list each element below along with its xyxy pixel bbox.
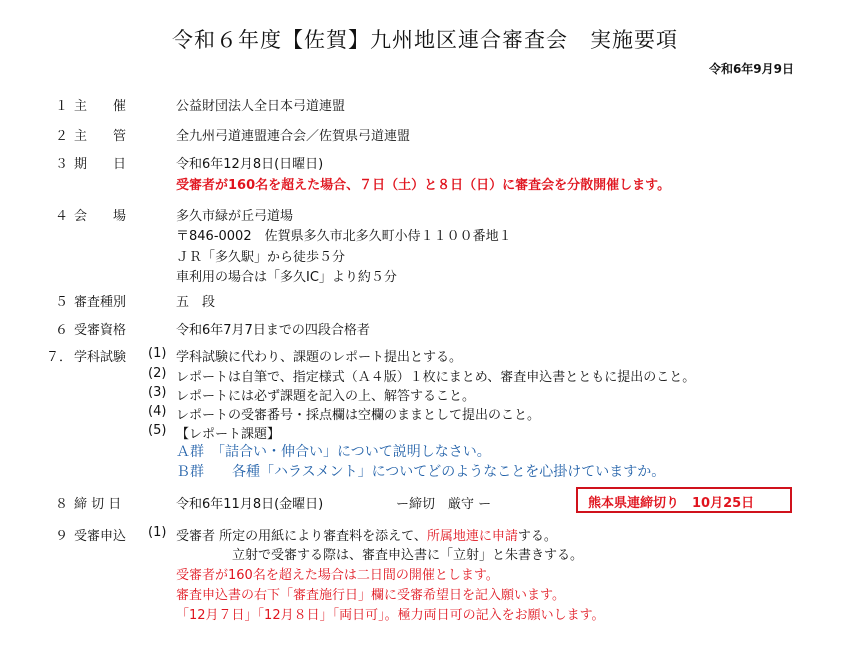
item-8-text: 令和6年11月8日(金曜日) bbox=[176, 497, 324, 512]
application-line-1 bbox=[176, 525, 557, 544]
item-3-text: 令和6年12月8日(日曜日) bbox=[176, 157, 324, 172]
subitem-text: レポートの受審番号・採点欄は空欄のままとして提出のこと。 bbox=[176, 408, 541, 423]
application-highlight: 所属地連に申請 bbox=[426, 529, 518, 544]
item-8-number: ８ bbox=[55, 497, 69, 512]
item-9-label: 受審申込 bbox=[74, 529, 127, 544]
item-1-label: 主 催 bbox=[74, 99, 127, 114]
item-3-note: 受審者が160名を超えた場合、７日（土）と８日（日）に審査会を分散開催します。 bbox=[176, 178, 671, 193]
subitem-number: (1) bbox=[148, 525, 167, 540]
item-6-label: 受審資格 bbox=[74, 323, 127, 338]
application-note-2: 審査申込書の右下「審査施行日」欄に受審希望日を記入願います。 bbox=[176, 588, 565, 603]
subitem-text: 学科試験に代わり、課題のレポート提出とする。 bbox=[176, 350, 463, 365]
item-5-number: ５ bbox=[55, 295, 69, 310]
venue-name: 多久市緑が丘弓道場 bbox=[176, 209, 294, 224]
page-title: 令和６年度【佐賀】九州地区連合審査会 実施要項 bbox=[172, 28, 678, 52]
subitem-number: (5) bbox=[148, 423, 167, 438]
subitem-text: 【レポート課題】 bbox=[176, 427, 281, 442]
application-line-1c: する。 bbox=[517, 529, 557, 544]
report-group-b: Ｂ群 各種「ハラスメント」についてどのようなことを心掛けていますか。 bbox=[176, 464, 666, 480]
subitem-number: (3) bbox=[148, 385, 167, 400]
issue-date: 令和6年9月9日 bbox=[708, 62, 794, 76]
application-line-2: 立射で受審する際は、審査申込書に「立射」と朱書きする。 bbox=[232, 548, 584, 563]
subitem-number: (1) bbox=[148, 346, 167, 361]
item-6-text: 令和6年7月7日までの四段合格者 bbox=[176, 323, 370, 338]
item-5-label: 審査種別 bbox=[74, 295, 127, 310]
application-line-1a: 受審者 所定の用紙により審査料を添えて、 bbox=[176, 529, 427, 544]
item-1-number: １ bbox=[55, 99, 69, 114]
item-1-text: 公益財団法人全日本弓道連盟 bbox=[176, 99, 346, 114]
item-7-label: 学科試験 bbox=[74, 350, 127, 365]
application-note-3: 「12月７日」「12月８日」「両日可」。極力両日可の記入をお願いします。 bbox=[176, 608, 605, 623]
item-4-label: 会 場 bbox=[74, 209, 127, 224]
venue-address: 〒846-0002 佐賀県多久市北多久町小侍１１００番地１ bbox=[176, 229, 512, 244]
venue-train-access: ＪＲ「多久駅」から徒歩５分 bbox=[176, 250, 346, 265]
item-2-text: 全九州弓道連盟連合会／佐賀県弓道連盟 bbox=[176, 129, 411, 144]
venue-car-access: 車利用の場合は「多久IC」より約５分 bbox=[176, 270, 397, 285]
subitem-text: レポートには必ず課題を記入の上、解答すること。 bbox=[176, 389, 476, 404]
item-6-number: ６ bbox=[55, 323, 69, 338]
report-group-a: Ａ群 「詰合い・伸合い」について説明しなさい。 bbox=[176, 444, 491, 460]
kumamoto-deadline-box: 熊本県連締切り 10月25日 bbox=[576, 487, 792, 513]
item-2-number: ２ bbox=[55, 129, 69, 144]
item-7-number: ７． bbox=[46, 350, 73, 365]
subitem-text: レポートは自筆で、指定様式（Ａ４版）１枚にまとめ、審査申込書とともに提出のこと。 bbox=[176, 370, 696, 385]
item-9-number: ９ bbox=[55, 529, 69, 544]
deadline-strict: ー締切 厳守 ー bbox=[396, 497, 492, 512]
item-5-text: 五 段 bbox=[176, 295, 216, 310]
subitem-number: (2) bbox=[148, 366, 167, 381]
item-8-label: 締 切 日 bbox=[74, 497, 122, 512]
item-2-label: 主 管 bbox=[74, 129, 127, 144]
item-4-number: ４ bbox=[55, 209, 69, 224]
subitem-number: (4) bbox=[148, 404, 167, 419]
item-3-label: 期 日 bbox=[74, 157, 127, 172]
application-note-1: 受審者が160名を超えた場合は二日間の開催とします。 bbox=[176, 568, 499, 583]
item-3-number: ３ bbox=[55, 157, 69, 172]
